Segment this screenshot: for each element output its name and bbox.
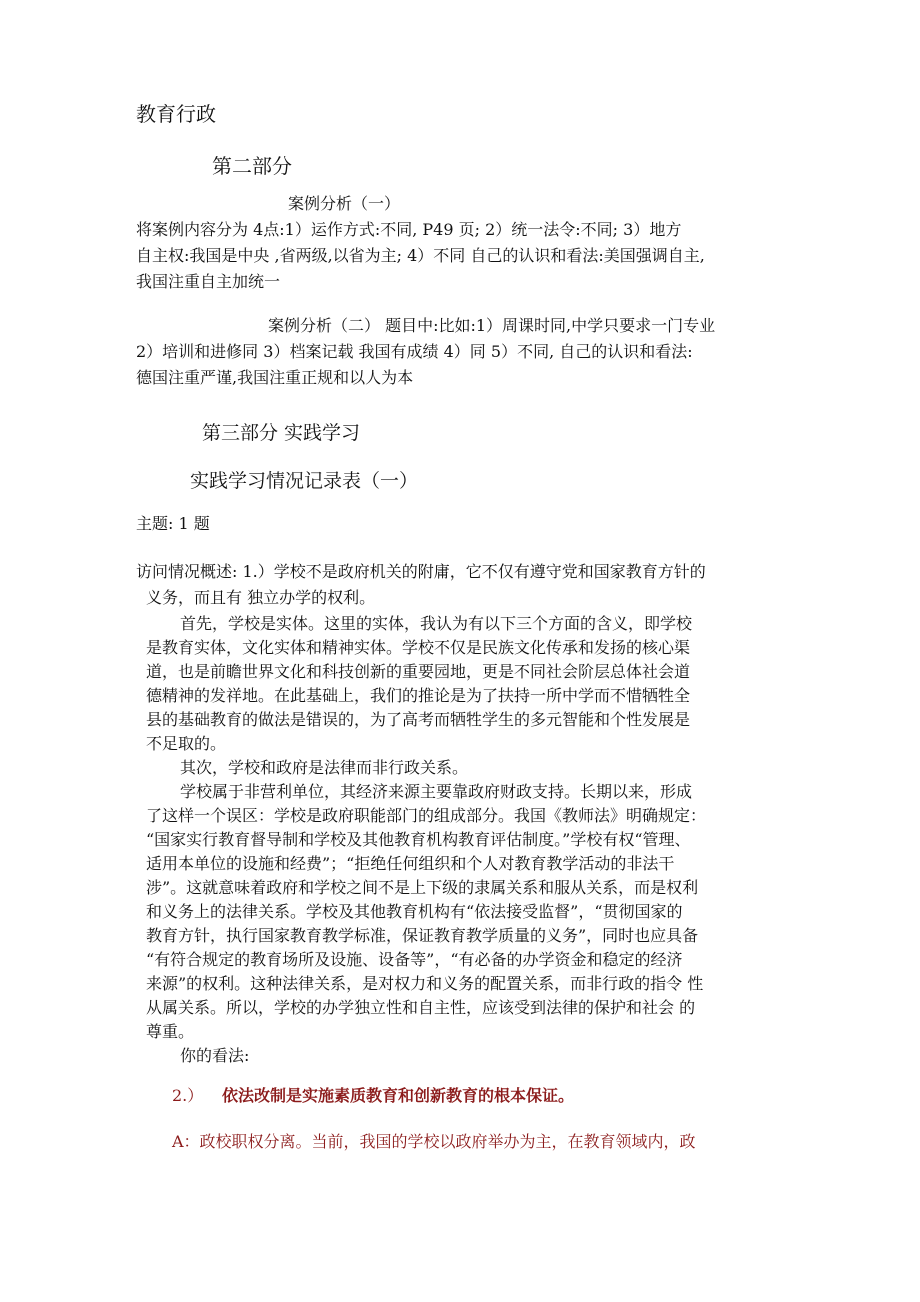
case2-line: 德国注重严谨,我国注重正规和以人为本 [136, 368, 414, 387]
para3-line: 来源”的权利。这种法律关系，是对权力和义务的配置关系，而非行政的指令 性 [146, 974, 704, 993]
para3-line: 从属关系。所以，学校的办学独立性和自主性，应该受到法律的保护和社会 的 [146, 998, 696, 1017]
para1-line: 德精神的发祥地。在此基础上，我们的推论是为了扶持一所中学而不惜牺牲全 [146, 686, 691, 705]
para3-line: 和义务上的法律关系。学校及其他教育机构有“依法接受监督”，“贯彻国家的 [146, 902, 683, 921]
pointA-line: A：政校职权分离。当前，我国的学校以政府举办为主，在教育领域内，政 [172, 1132, 696, 1151]
case1-line: 我国注重自主加统一 [136, 272, 281, 291]
case2-line: 2）培训和进修同 3）档案记载 我国有成绩 4）同 5）不同, 自己的认识和看法: [136, 342, 693, 361]
case2-line: 案例分析（二） 题目中:比如:1）周课时同,中学只要求一门专业 [268, 316, 716, 335]
case1-line: 自主权:我国是中央 ,省两级,以省为主; 4）不同 自己的认识和看法:美国强调自主, [136, 246, 705, 265]
point2-heading: 依法改制是实施素质教育和创新教育的根本保证。 [222, 1086, 575, 1105]
para3-line: 了这样一个误区：学校是政府职能部门的组成部分。我国《教师法》明确规定： [146, 806, 707, 825]
case1-line: 将案例内容分为 4点:1）运作方式:不同, P49 页; 2）统一法令:不同; 3）地方 [136, 220, 682, 239]
para2-line: 其次，学校和政府是法律而非行政关系。 [180, 758, 469, 777]
para1-line: 道，也是前瞻世界文化和科技创新的重要园地，更是不同社会阶层总体社会道 [146, 662, 691, 681]
visit-line: 义务，而且有 独立办学的权利。 [146, 588, 376, 607]
para3-line: “国家实行教育督导制和学校及其他教育机构教育评估制度。”学校有权“管理、 [146, 830, 691, 849]
part2-heading: 第二部分 [212, 154, 292, 178]
para3-line: “有符合规定的教育场所及设施、设备等”，“有必备的办学资金和稳定的经济 [146, 950, 683, 969]
para1-line: 不足取的。 [146, 734, 227, 753]
record-title: 实践学习情况记录表（一） [190, 470, 419, 492]
point2-number: 2.） [172, 1086, 204, 1105]
para3-line: 涉”。这就意味着政府和学校之间不是上下级的隶属关系和服从关系，而是权利 [146, 878, 699, 897]
para1-line: 县的基础教育的做法是错误的，为了高考而牺牲学生的多元智能和个性发展是 [146, 710, 691, 729]
para3-line: 尊重。 [146, 1022, 195, 1041]
your-view-label: 你的看法: [180, 1046, 250, 1065]
para1-line: 是教育实体，文化实体和精神实体。学校不仅是民族文化传承和发扬的核心渠 [146, 638, 691, 657]
visit-line: 访问情况概述: 1.）学校不是政府机关的附庸，它不仅有遵守党和国家教育方针的 [136, 562, 706, 581]
para3-line: 学校属于非营利单位，其经济来源主要靠政府财政支持。长期以来，形成 [180, 782, 693, 801]
para3-line: 教育方针，执行国家教育教学标准，保证教育教学质量的义务”，同时也应具备 [146, 926, 699, 945]
part3-heading: 第三部分 实践学习 [202, 422, 361, 444]
case1-heading: 案例分析（一） [288, 194, 401, 213]
para1-line: 首先，学校是实体。这里的实体，我认为有以下三个方面的含义，即学校 [180, 614, 693, 633]
topic-line: 主题: 1 题 [136, 514, 210, 533]
para3-line: 适用本单位的设施和经费”；“拒绝任何组织和个人对教育教学活动的非法干 [146, 854, 675, 873]
doc-title: 教育行政 [136, 102, 216, 126]
